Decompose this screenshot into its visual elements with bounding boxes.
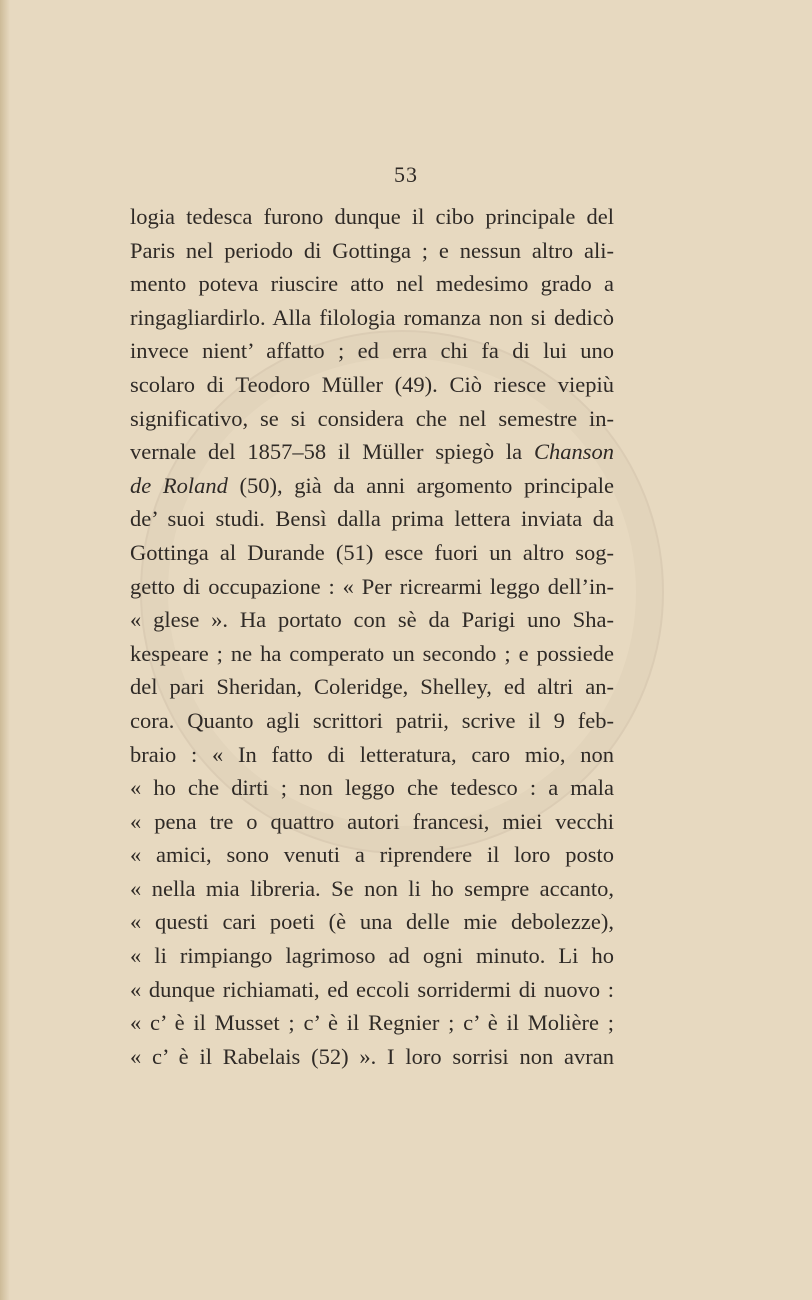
- text-line: [130, 267, 614, 301]
- text-segment: « amici, sono venuti a riprendere il loro posto: [130, 842, 614, 868]
- text-segment: (50), già da anni argomento principale: [227, 472, 614, 498]
- text-segment: significativo, se si considera che nel semestre in-: [130, 405, 614, 431]
- text-line: [130, 771, 614, 805]
- text-line: [130, 234, 614, 268]
- text-line: [130, 502, 614, 536]
- text-segment: del pari Sheridan, Coleridge, Shelley, ed altri an-: [130, 674, 614, 700]
- text-line: [130, 670, 614, 704]
- text-segment: logia tedesca furono dunque il cibo principale del: [130, 204, 614, 229]
- text-segment: Paris nel periodo di Gottinga ; e nessun altro ali-: [130, 237, 614, 263]
- text-line: [130, 637, 614, 671]
- text-line: [130, 838, 614, 872]
- text-segment: getto di occupazione : « Per ricrearmi leggo dell’in-: [130, 573, 614, 599]
- text-line: [130, 1006, 614, 1040]
- text-line: [130, 368, 614, 402]
- text-segment: invece nient’ affatto ; ed erra chi fa di lui uno: [130, 338, 614, 364]
- text-segment: vernale del 1857–58 il Müller spiegò la: [130, 439, 534, 465]
- text-line: [130, 435, 614, 469]
- text-segment: « glese ». Ha portato con sè da Parigi uno Sha-: [130, 607, 614, 633]
- text-line: [130, 570, 614, 604]
- text-segment: « li rimpiango lagrimoso ad ogni minuto. Li ho: [130, 943, 614, 969]
- body-text: [130, 200, 614, 1073]
- text-segment: « questi cari poeti (è una delle mie debolezze),: [130, 909, 614, 935]
- text-segment: braio : « In fatto di letteratura, caro mio, non: [130, 741, 614, 767]
- text-line: [130, 872, 614, 906]
- italic-title-segment: Chanson: [533, 439, 614, 465]
- text-segment: mento poteva riuscire atto nel medesimo grado a: [130, 271, 614, 297]
- text-segment: « pena tre o quattro autori francesi, miei vecchi: [130, 808, 614, 834]
- text-line: [130, 469, 614, 503]
- text-line: [130, 805, 614, 839]
- text-line: [130, 905, 614, 939]
- text-line: [130, 603, 614, 637]
- text-segment: « c’ è il Musset ; c’ è il Regnier ; c’ è il Molière ;: [130, 1010, 614, 1036]
- text-line: [130, 402, 614, 436]
- text-line: [130, 939, 614, 973]
- text-line: [130, 738, 614, 772]
- text-line: [130, 334, 614, 368]
- text-line: [130, 1040, 614, 1074]
- text-line: [130, 536, 614, 570]
- text-segment: ringagliardirlo. Alla filologia romanza non si dedicò: [130, 304, 614, 330]
- text-line: [130, 704, 614, 738]
- page-edge-shadow: [0, 0, 10, 1300]
- text-segment: kespeare ; ne ha comperato un secondo ; e possiede: [130, 640, 614, 666]
- page-number: 53: [394, 162, 418, 187]
- text-line: [130, 301, 614, 335]
- text-segment: « dunque richiamati, ed eccoli sorridermi di nuovo :: [130, 976, 614, 1002]
- text-segment: « nella mia libreria. Se non li ho sempre accanto,: [130, 875, 614, 901]
- text-segment: de’ suoi studi. Bensì dalla prima lettera inviata da: [130, 506, 614, 532]
- text-segment: Gottinga al Durande (51) esce fuori un altro sog-: [130, 539, 614, 565]
- text-segment: « ho che dirti ; non leggo che tedesco : a mala: [130, 775, 614, 801]
- text-line: [130, 973, 614, 1007]
- text-line: [130, 200, 614, 234]
- text-segment: « c’ è il Rabelais (52) ». I loro sorrisi non avran: [130, 1043, 614, 1069]
- text-segment: cora. Quanto agli scrittori patrii, scrive il 9 feb-: [130, 707, 614, 733]
- text-segment: scolaro di Teodoro Müller (49). Ciò riesce viepiù: [130, 371, 614, 397]
- italic-title-segment: de Roland: [130, 472, 228, 498]
